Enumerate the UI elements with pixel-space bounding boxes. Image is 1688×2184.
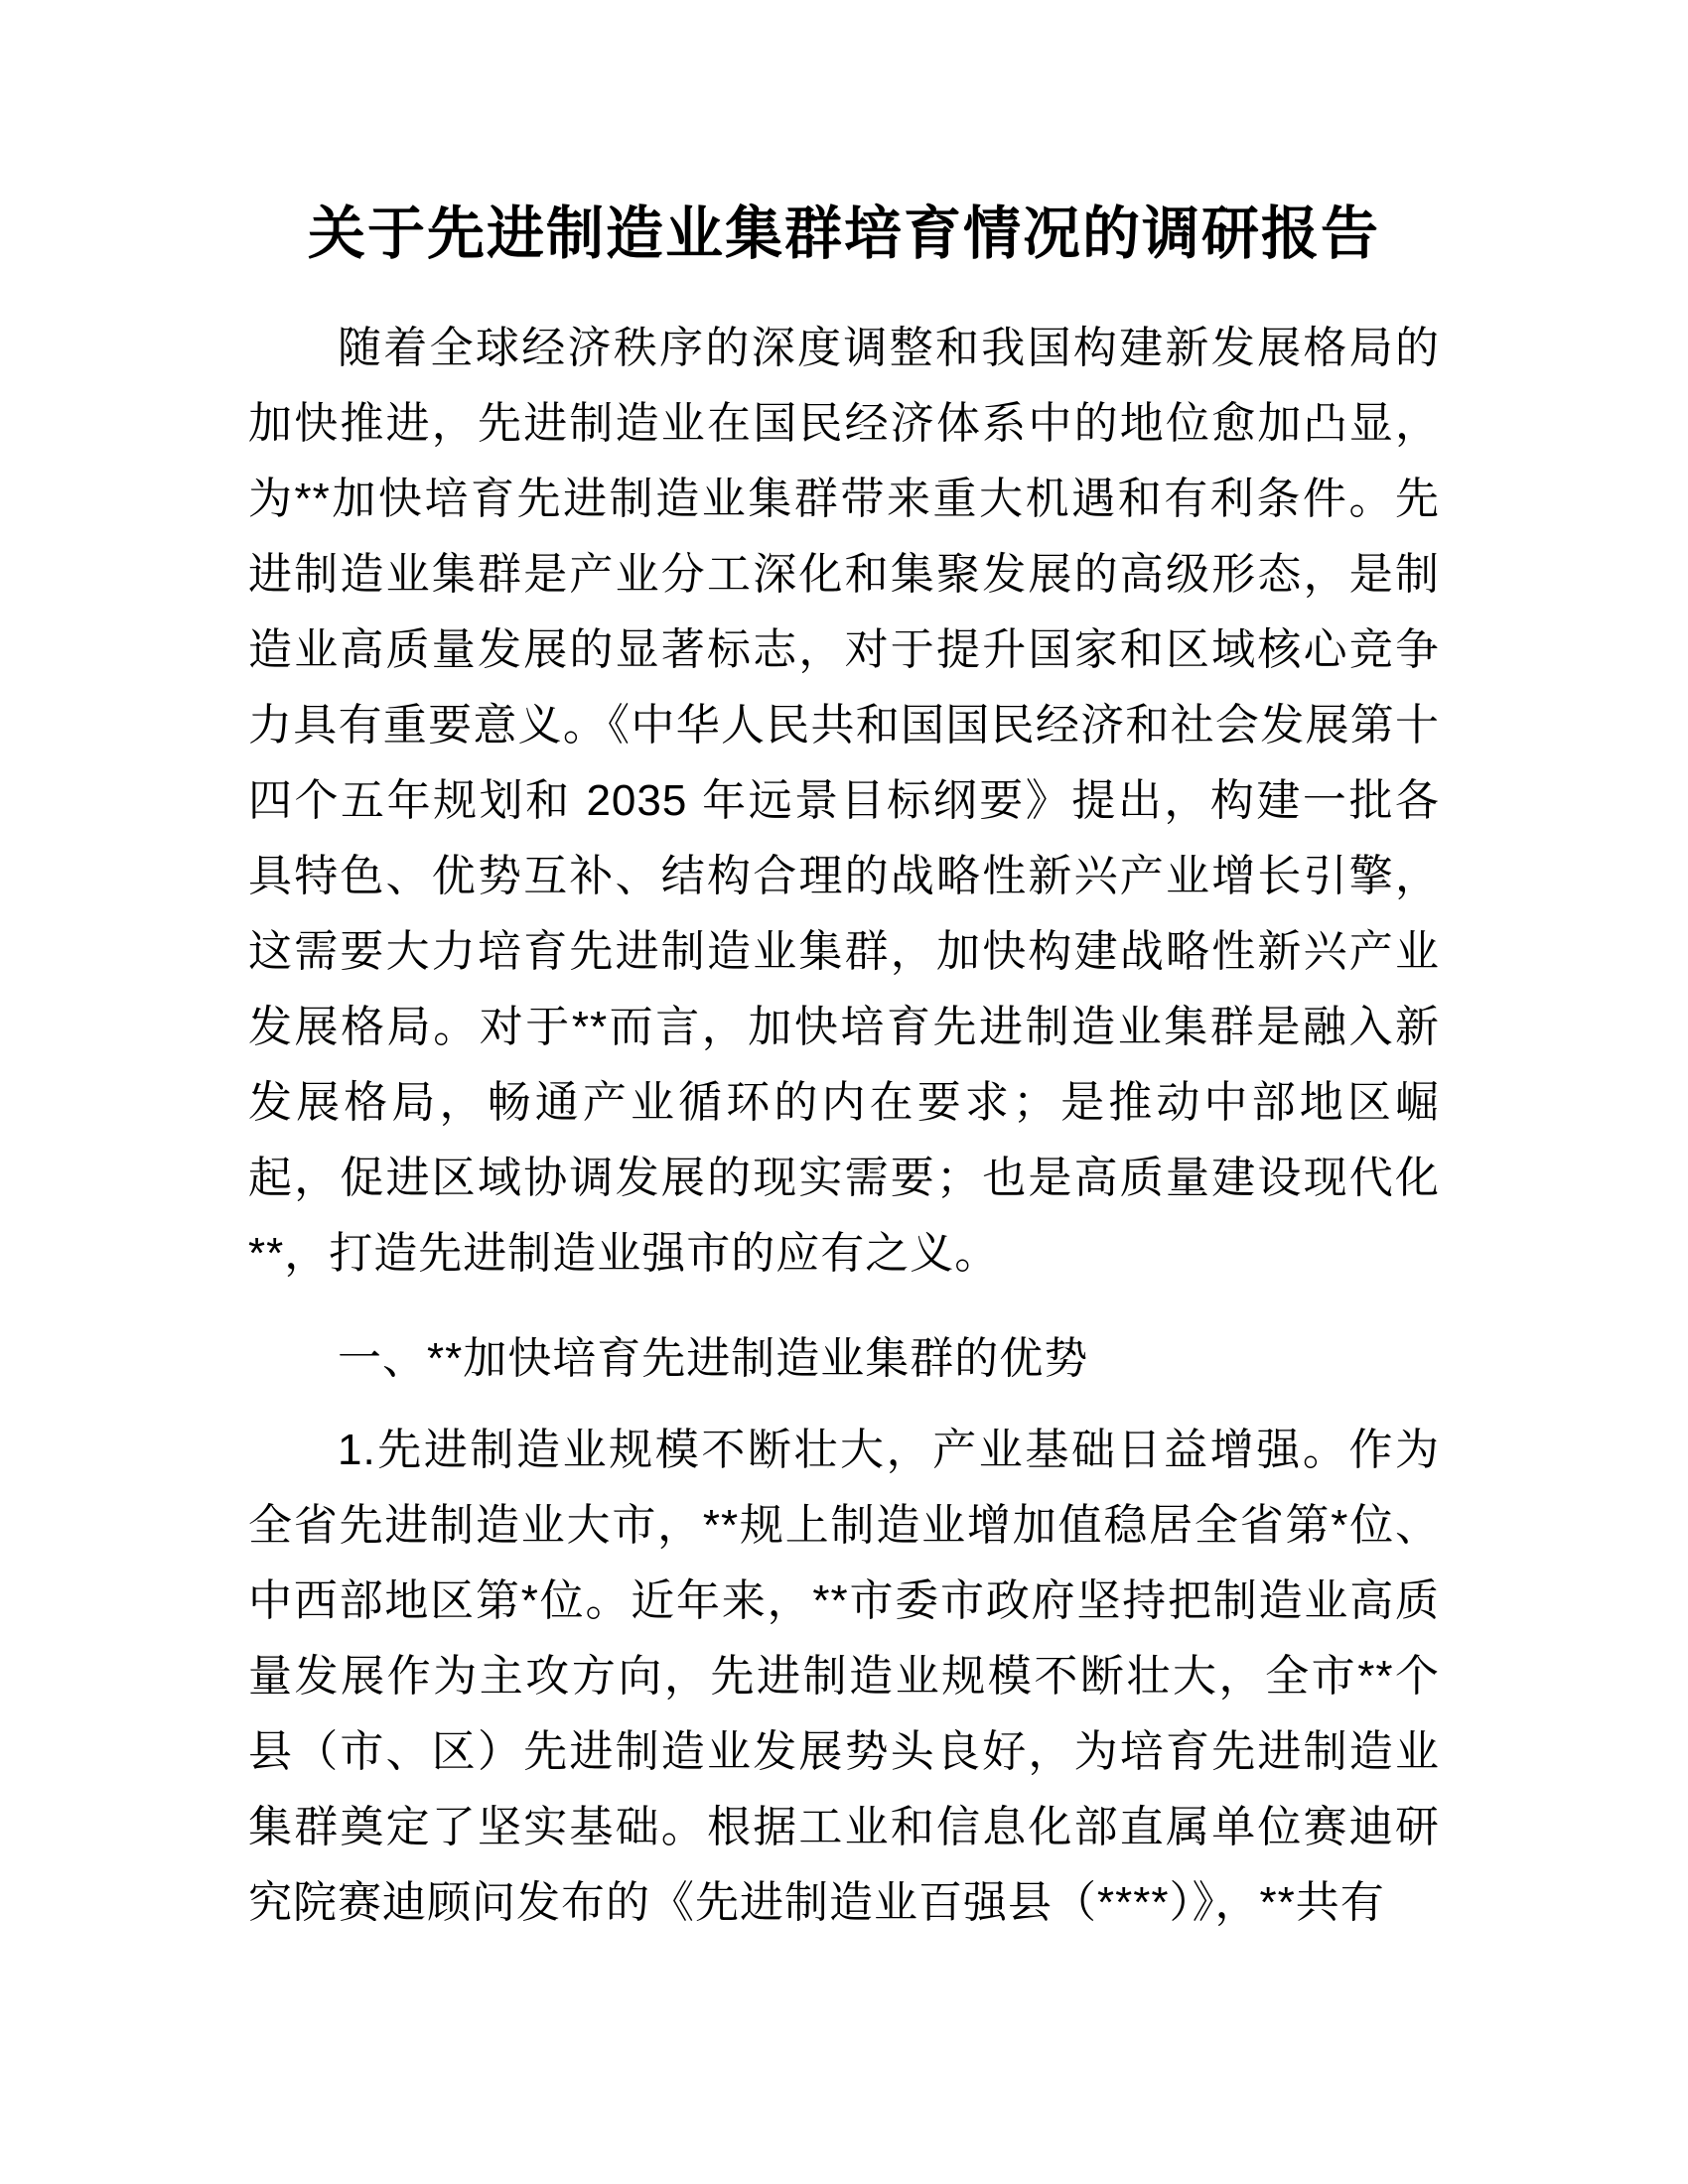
intro-paragraph: 随着全球经济秩序的深度调整和我国构建新发展格局的加快推进，先进制造业在国民经济体系中的地位愈加凸显，为**加快培育先进制造业集群带来重大机遇和有利条件。先进制造业集群是产业分工深化和集聚发展的高级形态，是制造业高质量发展的显著标志，对于提升国家和区域核心竞争力具有重要意义。《中华人民共和国国民经济和社会发展第十四个五年规划和 2035 年远景目标纲要》提出，构建一批各具特色、优势互补、结构合理的战略性新兴产业增长引擎，这需要大力培育先进制造业集群，加快构建战略性新兴产业发展格局。对于**而言，加快培育先进制造业集群是融入新发展格局，畅通产业循环的内在要求；是推动中部地区崛起，促进区域协调发展的现实需要；也是高质量建设现代化**，打造先进制造业强市的应有之义。 xyxy=(248,324,1440,1278)
section-1-paragraph: 1.先进制造业规模不断壮大，产业基础日益增强。作为全省先进制造业大市，**规上制造业增加值稳居全省第*位、中西部地区第*位。近年来，**市委市政府坚持把制造业高质量发展作为主攻方向，先进制造业规模不断壮大，全市**个县（市、区）先进制造业发展势头良好，为培育先进制造业集群奠定了坚实基础。根据工业和信息化部直属单位赛迪研究院赛迪顾问发布的《先进制造业百强县（****）》，**共有 xyxy=(248,1426,1440,1927)
section-1-heading: 一、**加快培育先进制造业集群的优势 xyxy=(338,1334,1089,1383)
document-title: 关于先进制造业集群培育情况的调研报告 xyxy=(307,202,1380,266)
